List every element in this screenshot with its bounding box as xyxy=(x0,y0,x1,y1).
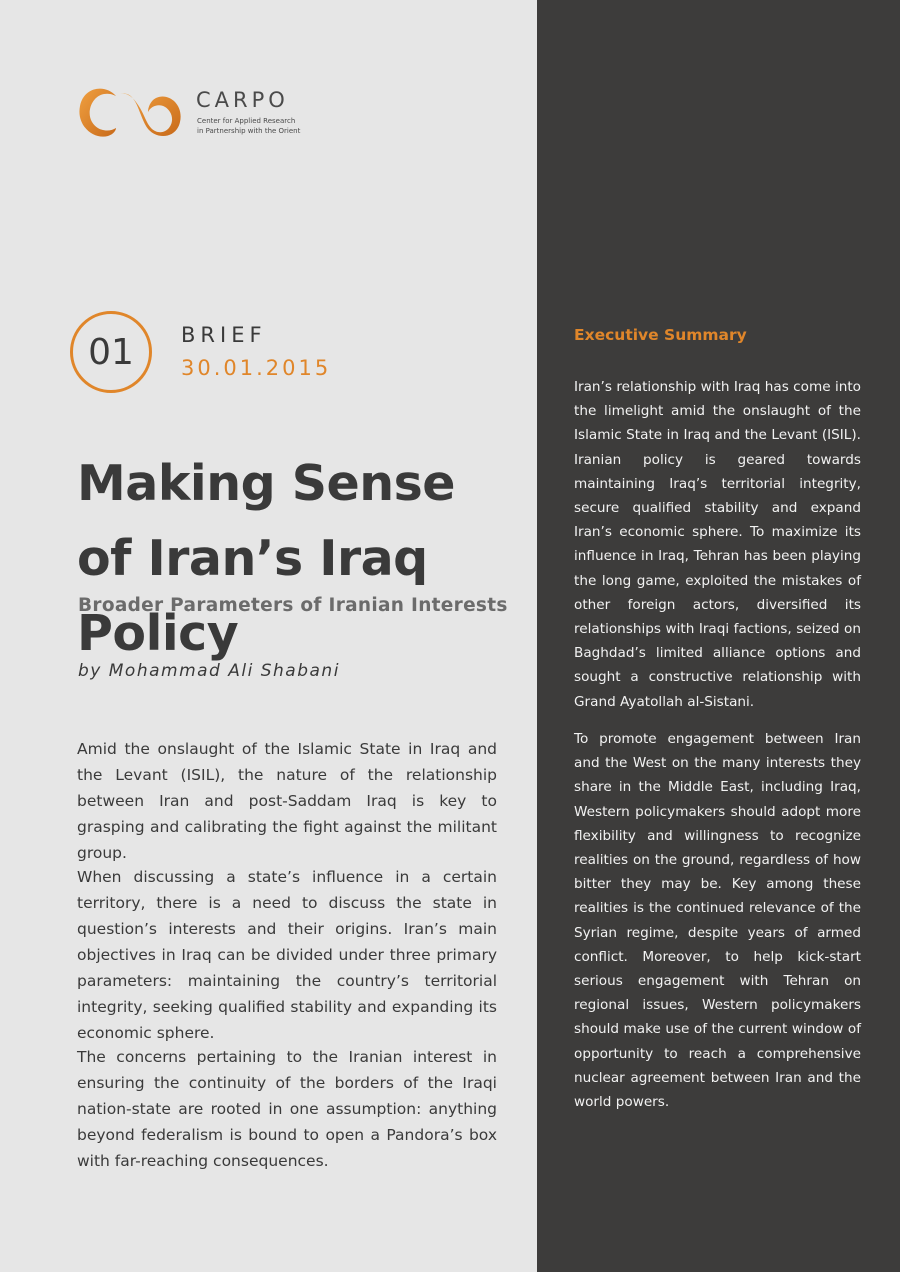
document-title: Making Sense of Iran’s Iraq Policy xyxy=(77,455,456,662)
body-paragraph: The concerns pertaining to the Iranian interest in ensuring the continuity of the borders of the Iraqi nation-state are rooted in one assumption: anything beyond federalism is bound to open a Pandora’s box with far-reaching consequences. xyxy=(77,1048,497,1170)
document-subtitle: Broader Parameters of Iranian Interests xyxy=(78,595,508,616)
brief-date: 30.01.2015 xyxy=(181,356,332,380)
body-paragraph: When discussing a state’s influence in a certain territory, there is a need to discuss the state in question’s interests and their origins. Iran’s main objectives in Iraq can be divided under three primary parameters: maintaining the country’s territorial integrity, seeking qualified stability and expanding its economic sphere. xyxy=(77,868,497,1042)
logo-tagline: in Partnership with the Orient xyxy=(197,127,301,135)
author-byline: by Mohammad Ali Shabani xyxy=(78,661,340,681)
carpo-logo-mark-icon xyxy=(76,82,186,144)
brief-label: BRIEF xyxy=(181,323,267,347)
body-paragraph: Amid the onslaught of the Islamic State in Iraq and the Levant (ISIL), the nature of the relationship between Iran and post-Saddam Iraq is key to grasping and calibrating the fight against the militant group. xyxy=(77,740,497,862)
executive-summary-paragraph: To promote engagement between Iran and the West on the many interests they share in the Middle East, including Iraq, Western policymakers should adopt more flexibility and willingness to recognize realities on the ground, regardless of how bitter they may be. Key among these realities is the continued relevance of the Syrian regime, despite years of armed conflict. Moreover, to help kick-start serious engagement with Tehran on regional issues, Western policymakers should make use of the current window of opportunity to reach a comprehensive nuclear agreement between Iran and the world powers. xyxy=(574,731,861,1111)
executive-summary-heading: Executive Summary xyxy=(574,326,747,344)
brief-number: 01 xyxy=(70,311,152,393)
carpo-logo xyxy=(76,82,316,144)
executive-summary-paragraph: Iran’s relationship with Iraq has come into the limelight amid the onslaught of the Islamic State in Iraq and the Levant (ISIL). Iranian policy is geared towards maintaining Iraq’s territorial integrity, secure qualified stability and expand Iran’s economic sphere. To maximize its influence in Iraq, Tehran has been playing the long game, exploited the mistakes of other foreign actors, diversified its relationships with Iraqi factions, seized on Baghdad’s limited alliance options and sought a constructive relationship with Grand Ayatollah al-Sistani. xyxy=(574,379,861,710)
logo-tagline: Center for Applied Research xyxy=(197,117,296,125)
logo-name: CARPO xyxy=(196,88,289,112)
